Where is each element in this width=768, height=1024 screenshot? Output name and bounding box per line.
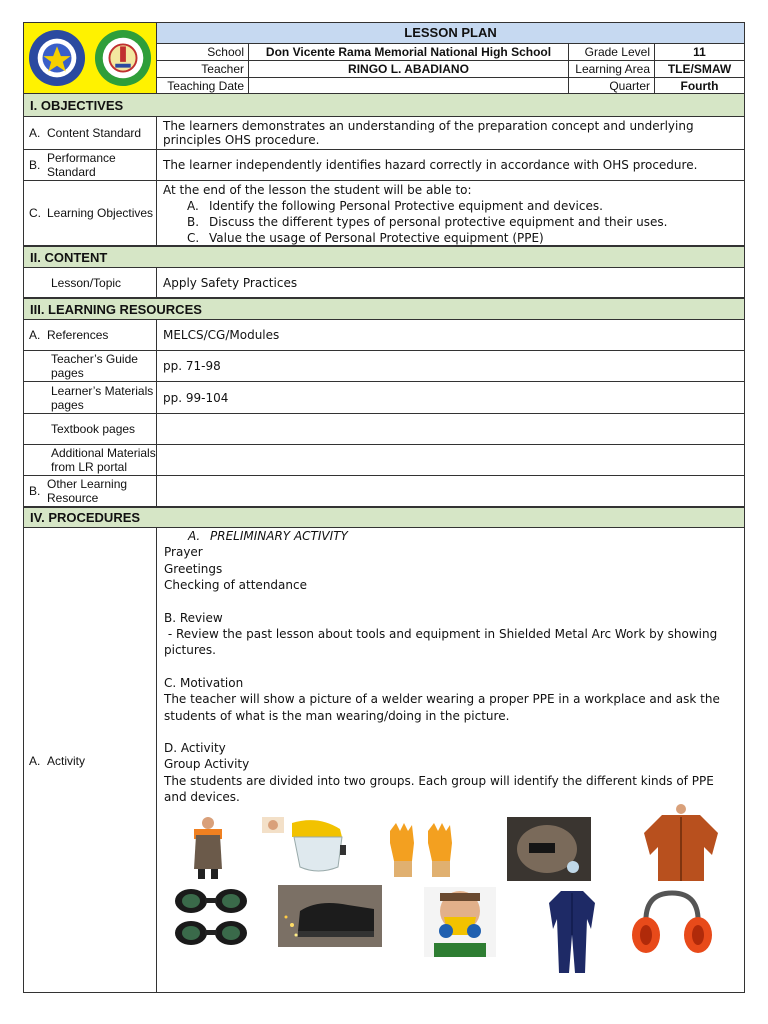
welding-helmet-image: [507, 817, 591, 881]
group-activity-text: Group Activity: [164, 757, 250, 772]
performance-standard-row: [24, 150, 744, 181]
logo-cell: [24, 23, 157, 94]
list-item: B. Discuss the different types of personal protective equipment and their uses.: [187, 215, 668, 229]
teachers-guide-row: [24, 351, 744, 382]
references-value: MELCS/CG/Modules: [163, 328, 280, 342]
learning-area-label: Learning Area: [569, 61, 655, 77]
ear-muffs-image: [630, 889, 714, 959]
performance-standard-text: The learner independently identifies hazard correctly in accordance with OHS procedure.: [163, 158, 698, 172]
grade-level-value: 11: [693, 45, 706, 59]
learning-objectives-label: Learning Objectives: [47, 206, 154, 220]
references-marker: A.: [29, 328, 41, 342]
learning-area-value: TLE/SMAW: [667, 62, 732, 76]
quarter-label: Quarter: [569, 78, 655, 94]
textbook-pages-row: [24, 414, 744, 445]
content-standard-label: Content Standard: [47, 126, 142, 140]
prayer-text: Prayer: [164, 545, 203, 560]
lesson-topic-label: Lesson/Topic: [51, 275, 122, 290]
learning-objectives-intro: At the end of the lesson the student will be able to:: [163, 183, 472, 197]
teachers-guide-value: pp. 71-98: [163, 359, 221, 373]
teacher-label: Teacher: [157, 61, 249, 77]
content-standard-text: The learners demonstrates an understanding of the preparation concept and underlying principles OHS procedure.: [163, 119, 694, 147]
performance-standard-marker: B.: [29, 158, 41, 172]
content-heading: II. CONTENT: [24, 246, 744, 268]
welding-apron-image: [184, 815, 232, 881]
procedures-heading: IV. PROCEDURES: [24, 507, 744, 528]
other-resource-value: [157, 476, 744, 506]
review-title: B. Review: [164, 610, 223, 625]
list-item: C. Value the usage of Personal Protective equipment (PPE): [187, 231, 544, 245]
teaching-date-value: [249, 78, 569, 94]
learning-objectives-row: [24, 181, 744, 246]
additional-materials-label: Additional Materials from LR portal: [51, 446, 156, 474]
other-resource-marker: B.: [29, 484, 41, 498]
lesson-topic-row: [24, 268, 744, 298]
learners-materials-label: Learner’s Materials pages: [51, 383, 154, 412]
respirator-mask-image: [424, 887, 496, 957]
lesson-plan-header: [24, 23, 744, 95]
textbook-pages-label: Textbook pages: [51, 422, 136, 436]
school-value: Don Vicente Rama Memorial National High School: [249, 44, 569, 60]
teacher-value: RINGO L. ABADIANO: [249, 61, 569, 77]
content-standard-marker: A.: [29, 126, 41, 140]
activity-text: The students are divided into two groups. Each group will identify the different kinds of PPE and devices.: [164, 773, 714, 805]
objectives-heading: I. OBJECTIVES: [24, 93, 744, 117]
lesson-plan-title: LESSON PLAN: [404, 25, 497, 40]
activity-title: D. Activity: [164, 741, 226, 756]
lesson-topic-value: Apply Safety Practices: [163, 275, 298, 290]
welding-gloves-image: [386, 821, 458, 879]
learners-materials-row: [24, 382, 744, 414]
textbook-pages-value: [157, 414, 744, 444]
face-shield-image: [262, 817, 348, 875]
motivation-title: C. Motivation: [164, 675, 244, 690]
content-standard-row: [24, 117, 744, 150]
other-resource-row: [24, 476, 744, 507]
title-row: [157, 23, 744, 44]
additional-materials-value: [157, 445, 744, 475]
learning-resources-heading: III. LEARNING RESOURCES: [24, 298, 744, 320]
safety-shoes-image: [278, 885, 382, 947]
teacher-row: [157, 61, 744, 78]
safety-goggles-image: [169, 885, 253, 951]
learning-objectives-list: [163, 182, 667, 246]
motivation-text: The teacher will show a picture of a welder wearing a proper PPE in a workplace and ask the students of what is the man wearing/doing in the picture.: [164, 692, 720, 723]
preliminary-activity: A. PRELIMINARY ACTIVITY: [188, 529, 348, 543]
activity-content: [164, 528, 739, 806]
school-row: [157, 44, 744, 61]
school-seal-logo: [94, 29, 152, 87]
teachers-guide-label: Teacher’s Guide pages: [51, 352, 138, 380]
learners-materials-value: pp. 99-104: [163, 390, 229, 405]
activity-label: Activity: [47, 753, 86, 768]
coverall-image: [545, 889, 599, 975]
activity-marker: A.: [29, 753, 41, 768]
other-resource-label: Other Learning Resource: [47, 477, 128, 505]
list-item: A. Identify the following Personal Protective equipment and devices.: [187, 199, 603, 213]
lesson-plan-sheet: [23, 22, 745, 993]
additional-materials-row: [24, 445, 744, 476]
leather-jacket-image: [638, 803, 724, 883]
references-label: References: [47, 328, 109, 342]
performance-standard-label: Performance Standard: [47, 151, 116, 179]
quarter-value: Fourth: [680, 79, 719, 93]
review-text: - Review the past lesson about tools and equipment in Shielded Metal Arc Work by showing pictures.: [164, 627, 722, 658]
deped-seal-logo: [28, 29, 86, 87]
grade-level-label: Grade Level: [569, 44, 655, 60]
school-label: School: [157, 44, 249, 60]
greetings-text: Greetings: [164, 561, 223, 576]
attendance-text: Checking of attendance: [164, 578, 307, 593]
references-row: [24, 320, 744, 351]
date-row: [157, 78, 744, 94]
learning-objectives-marker: C.: [29, 206, 41, 220]
teaching-date-label: Teaching Date: [157, 78, 249, 94]
